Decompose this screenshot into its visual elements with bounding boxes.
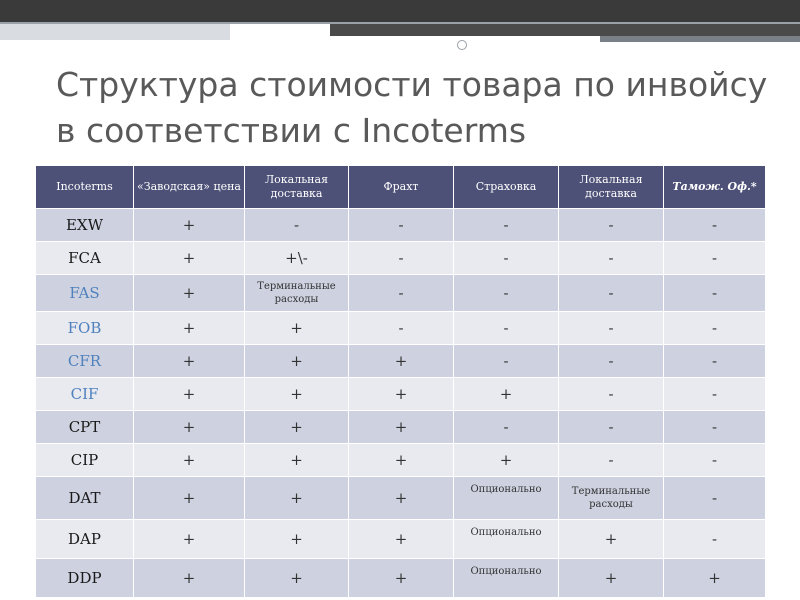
header-customs: Тамож. Оф.* xyxy=(664,166,766,209)
table-cell: - xyxy=(559,345,664,378)
table-cell: - xyxy=(559,275,664,312)
table-cell: + xyxy=(134,312,245,345)
table-cell: + xyxy=(134,444,245,477)
table-cell: - xyxy=(245,209,349,242)
top-decor-accent-right xyxy=(330,24,800,36)
table-cell: + xyxy=(559,559,664,598)
table-cell: + xyxy=(245,378,349,411)
header-insurance: Страховка xyxy=(454,166,559,209)
table-row xyxy=(36,378,766,411)
table-cell: + xyxy=(245,477,349,520)
table-row xyxy=(36,520,766,559)
table-cell: + xyxy=(134,242,245,275)
decor-circle xyxy=(457,40,467,50)
table-cell: + xyxy=(349,378,454,411)
table-cell: Опционально xyxy=(454,559,559,598)
table-cell: + xyxy=(245,312,349,345)
row-term: FAS xyxy=(36,275,134,312)
row-term: DDP xyxy=(36,559,134,598)
table-cell: + xyxy=(349,477,454,520)
header-factory-price: «Заводская» цена xyxy=(134,166,245,209)
table-cell: + xyxy=(245,444,349,477)
incoterms-table xyxy=(35,165,766,598)
table-cell: + xyxy=(134,345,245,378)
table-cell: - xyxy=(664,378,766,411)
row-term: DAT xyxy=(36,477,134,520)
table-cell: + xyxy=(134,477,245,520)
header-local-delivery-origin: Локальная доставка xyxy=(245,166,349,209)
table-cell: - xyxy=(664,345,766,378)
table-cell: - xyxy=(349,312,454,345)
table-cell: - xyxy=(559,209,664,242)
header-incoterms: Incoterms xyxy=(36,166,134,209)
table-cell: + xyxy=(245,411,349,444)
table-cell: Опционально xyxy=(454,520,559,559)
table-cell: Терминальные расходы xyxy=(245,275,349,312)
table-cell: + xyxy=(349,444,454,477)
row-term: DAP xyxy=(36,520,134,559)
table-cell: - xyxy=(559,312,664,345)
table-cell: - xyxy=(664,209,766,242)
table-cell: - xyxy=(559,378,664,411)
table-cell: - xyxy=(559,444,664,477)
table-cell: + xyxy=(134,559,245,598)
table-cell: - xyxy=(559,411,664,444)
row-term: CFR xyxy=(36,345,134,378)
table-cell: + xyxy=(134,520,245,559)
row-term: FCA xyxy=(36,242,134,275)
row-term: CIP xyxy=(36,444,134,477)
top-decor-accent-left xyxy=(0,24,230,40)
row-term: CPT xyxy=(36,411,134,444)
table-cell: + xyxy=(134,411,245,444)
table-cell: + xyxy=(134,209,245,242)
table-cell: + xyxy=(349,411,454,444)
table-cell: - xyxy=(664,411,766,444)
table-cell: - xyxy=(559,242,664,275)
table-row xyxy=(36,275,766,312)
table-row xyxy=(36,345,766,378)
table-cell: - xyxy=(349,275,454,312)
table-cell: - xyxy=(349,242,454,275)
table-cell: - xyxy=(454,345,559,378)
table-row xyxy=(36,209,766,242)
table-row xyxy=(36,444,766,477)
table-cell: - xyxy=(664,477,766,520)
table-cell: + xyxy=(349,559,454,598)
table-cell: - xyxy=(664,520,766,559)
row-term: FOB xyxy=(36,312,134,345)
header-freight: Фрахт xyxy=(349,166,454,209)
table-cell: - xyxy=(454,312,559,345)
table-cell: + xyxy=(559,520,664,559)
table-cell: Опционально xyxy=(454,477,559,520)
table-cell: - xyxy=(454,411,559,444)
top-decor-bar xyxy=(0,0,800,22)
table-cell: + xyxy=(245,559,349,598)
row-term: EXW xyxy=(36,209,134,242)
table-cell: + xyxy=(134,275,245,312)
table-cell: + xyxy=(454,378,559,411)
table-cell: - xyxy=(664,275,766,312)
table-cell: + xyxy=(134,378,245,411)
table-cell: + xyxy=(454,444,559,477)
table-cell: - xyxy=(454,209,559,242)
table-cell: - xyxy=(349,209,454,242)
table-cell: - xyxy=(664,444,766,477)
table-row xyxy=(36,477,766,520)
table-cell: - xyxy=(664,312,766,345)
table-cell: + xyxy=(349,520,454,559)
header-local-delivery-destination: Локальная доставка xyxy=(559,166,664,209)
table-cell: - xyxy=(454,275,559,312)
table-cell: + xyxy=(245,345,349,378)
table-cell: + xyxy=(664,559,766,598)
table-row xyxy=(36,411,766,444)
header-row xyxy=(36,166,766,209)
table-cell: - xyxy=(454,242,559,275)
table-cell: Терминальные расходы xyxy=(559,477,664,520)
table-row xyxy=(36,559,766,598)
table-cell: + xyxy=(349,345,454,378)
row-term: CIF xyxy=(36,378,134,411)
slide-title: Структура стоимости товара по инвойсу в соответствии с Incoterms xyxy=(56,65,768,150)
top-decor-accent-strip xyxy=(600,36,800,42)
table-cell: - xyxy=(664,242,766,275)
table-row xyxy=(36,312,766,345)
table-row xyxy=(36,242,766,275)
table-cell: + xyxy=(245,520,349,559)
table-cell: +\- xyxy=(245,242,349,275)
